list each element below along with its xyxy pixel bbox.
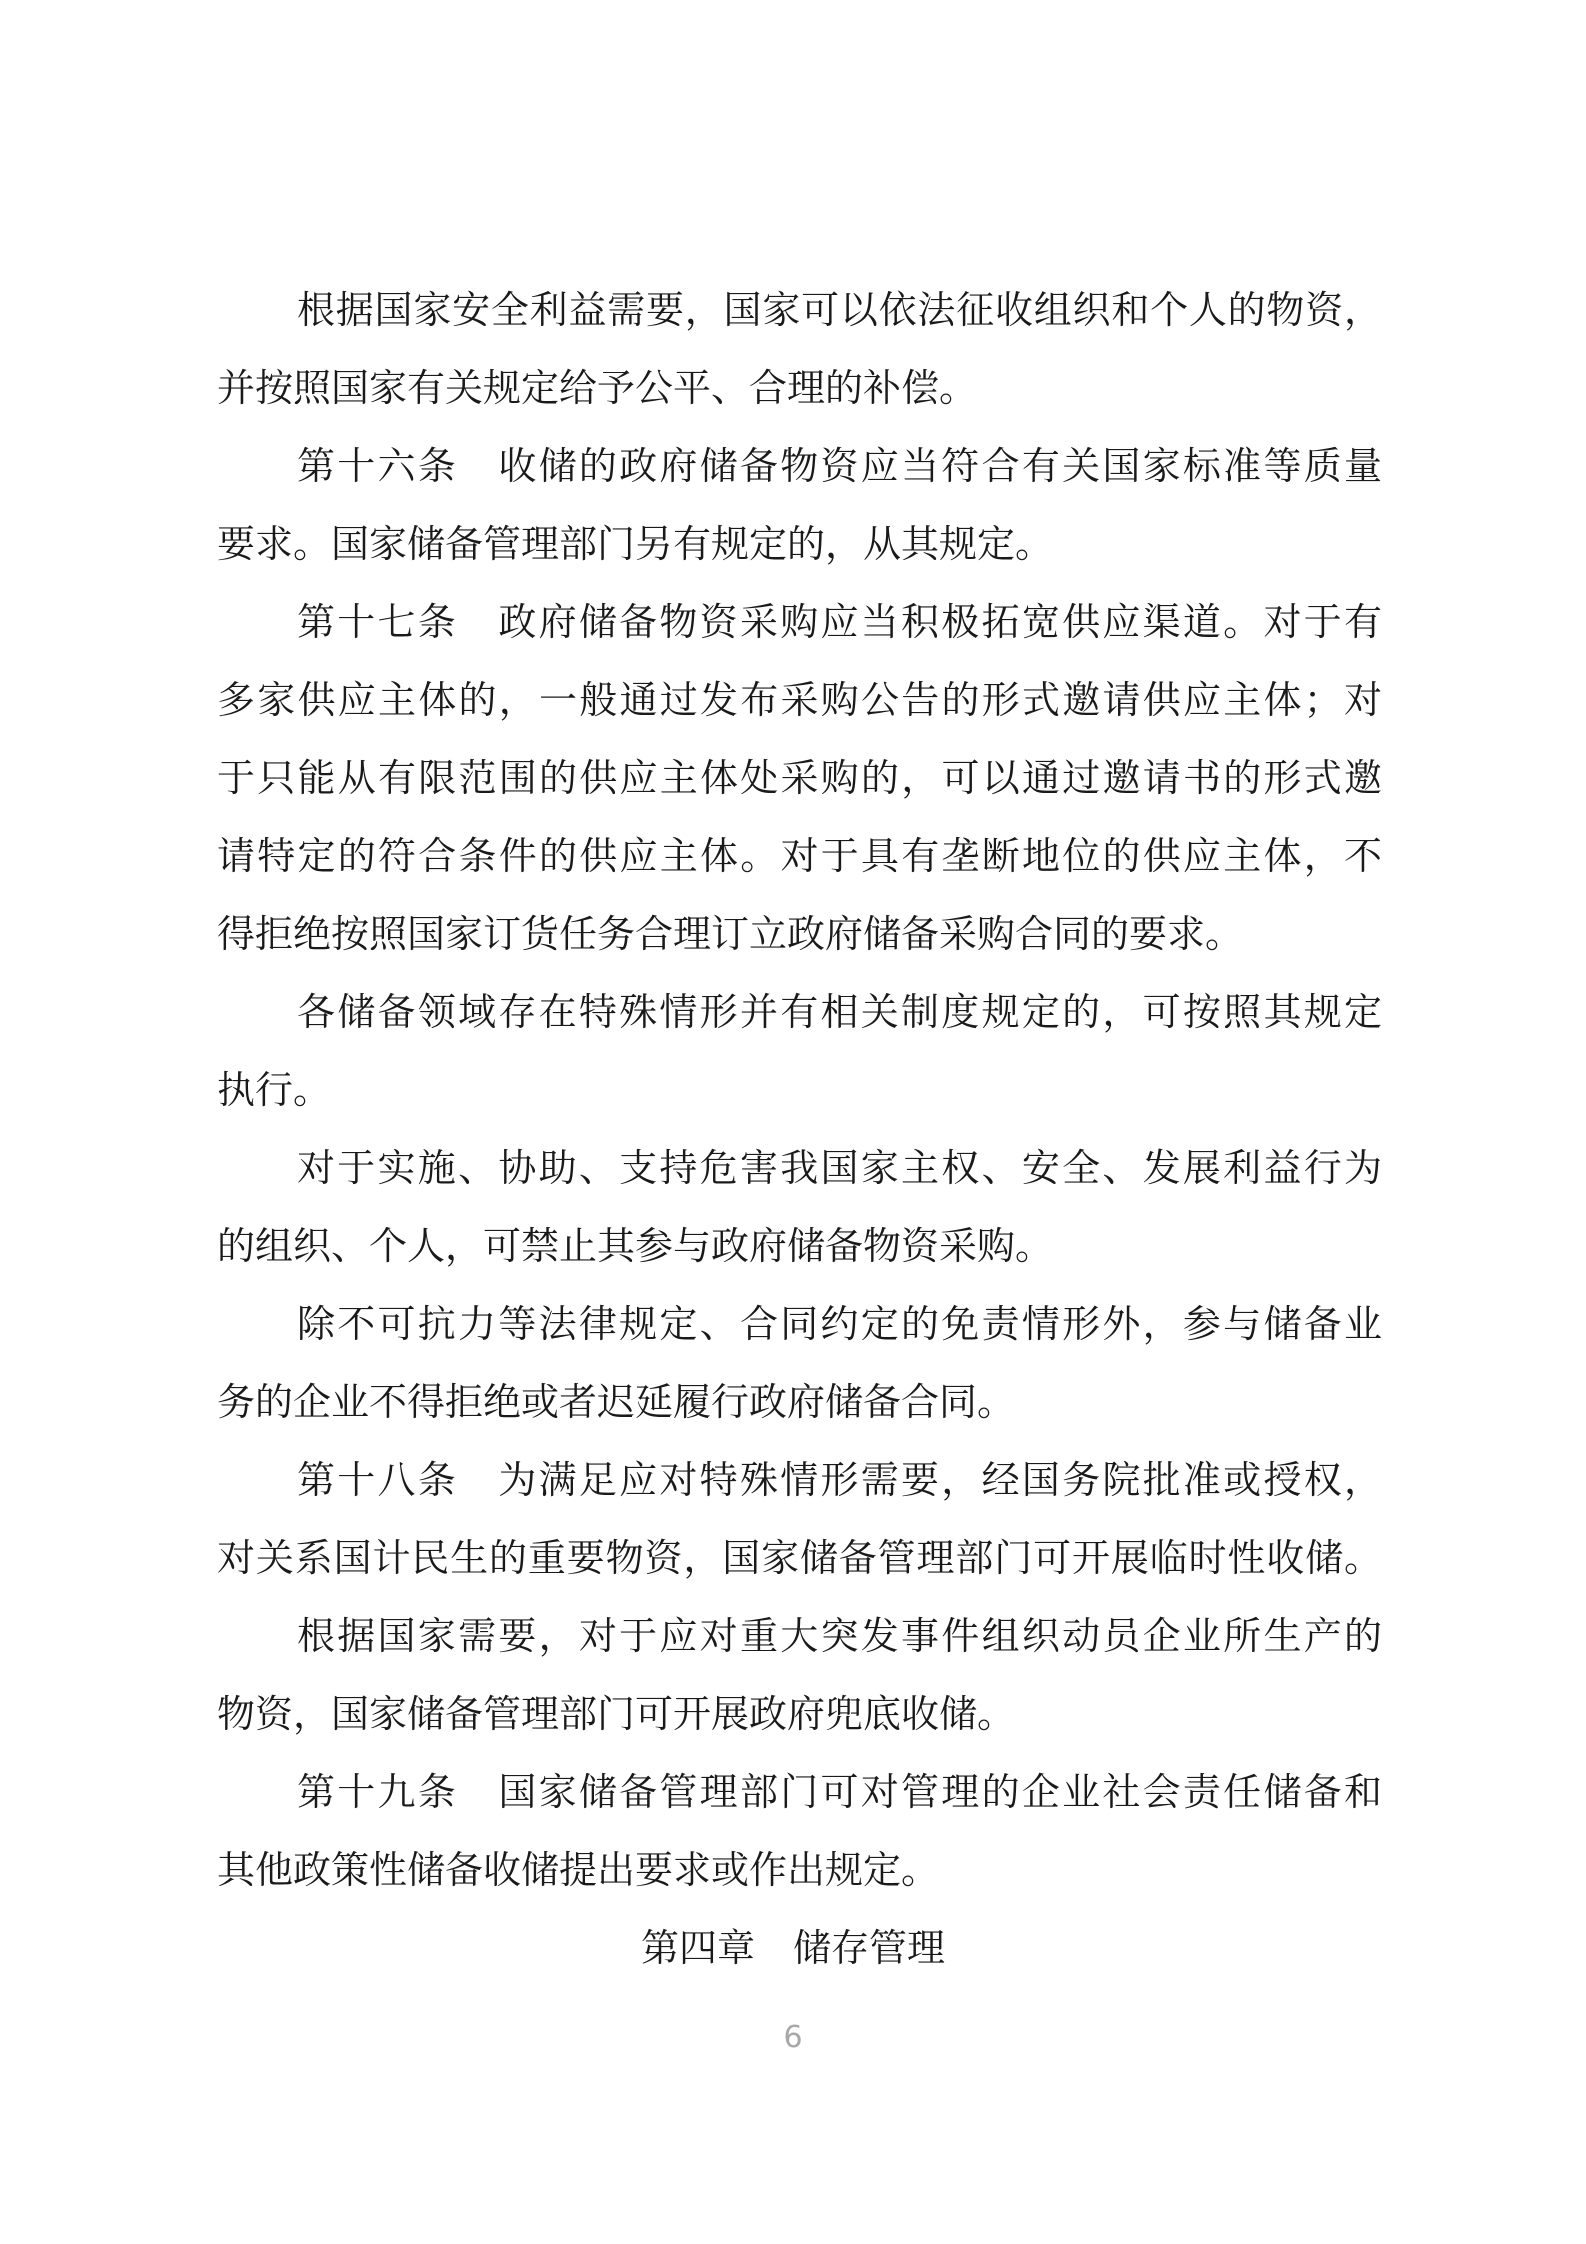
paragraph-line: 的组织、个人，可禁止其参与政府储备物资采购。 <box>217 1224 1054 1268</box>
paragraph-line: 多家供应主体的，一般通过发布采购公告的形式邀请供应主体；对 <box>217 678 1382 722</box>
paragraph-line: 于只能从有限范围的供应主体处采购的，可以通过邀请书的形式邀 <box>217 756 1382 800</box>
paragraph-line: 务的企业不得拒绝或者迟延履行政府储备合同。 <box>217 1380 1016 1424</box>
paragraph-line: 根据国家需要，对于应对重大突发事件组织动员企业所生产的 <box>297 1614 1382 1658</box>
paragraph-line: 根据国家安全利益需要，国家可以依法征收组织和个人的物资， <box>297 288 1382 332</box>
paragraph-line: 各储备领域存在特殊情形并有相关制度规定的，可按照其规定 <box>297 990 1382 1034</box>
paragraph-line: 执行。 <box>217 1068 332 1112</box>
article-17-line: 第十七条 政府储备物资采购应当积极拓宽供应渠道。对于有 <box>297 600 1382 644</box>
article-18-line: 第十八条 为满足应对特殊情形需要，经国务院批准或授权， <box>297 1458 1382 1502</box>
paragraph-line: 其他政策性储备收储提出要求或作出规定。 <box>217 1848 940 1892</box>
page-number: 6 <box>783 2020 803 2055</box>
paragraph-line: 要求。国家储备管理部门另有规定的，从其规定。 <box>217 522 1054 566</box>
paragraph-line: 请特定的符合条件的供应主体。对于具有垄断地位的供应主体，不 <box>217 834 1382 878</box>
article-16-line: 第十六条 收储的政府储备物资应当符合有关国家标准等质量 <box>297 444 1382 488</box>
article-19-line: 第十九条 国家储备管理部门可对管理的企业社会责任储备和 <box>297 1770 1382 1814</box>
chapter-heading: 第四章 储存管理 <box>640 1926 945 1970</box>
paragraph-line: 除不可抗力等法律规定、合同约定的免责情形外，参与储备业 <box>297 1302 1382 1346</box>
paragraph-line: 物资，国家储备管理部门可开展政府兜底收储。 <box>217 1692 1016 1736</box>
paragraph-line: 得拒绝按照国家订货任务合理订立政府储备采购合同的要求。 <box>217 912 1244 956</box>
paragraph-line: 对关系国计民生的重要物资，国家储备管理部门可开展临时性收储。 <box>217 1536 1382 1580</box>
paragraph-line: 对于实施、协助、支持危害我国家主权、安全、发展利益行为 <box>297 1146 1382 1190</box>
paragraph-line: 并按照国家有关规定给予公平、合理的补偿。 <box>217 366 978 410</box>
